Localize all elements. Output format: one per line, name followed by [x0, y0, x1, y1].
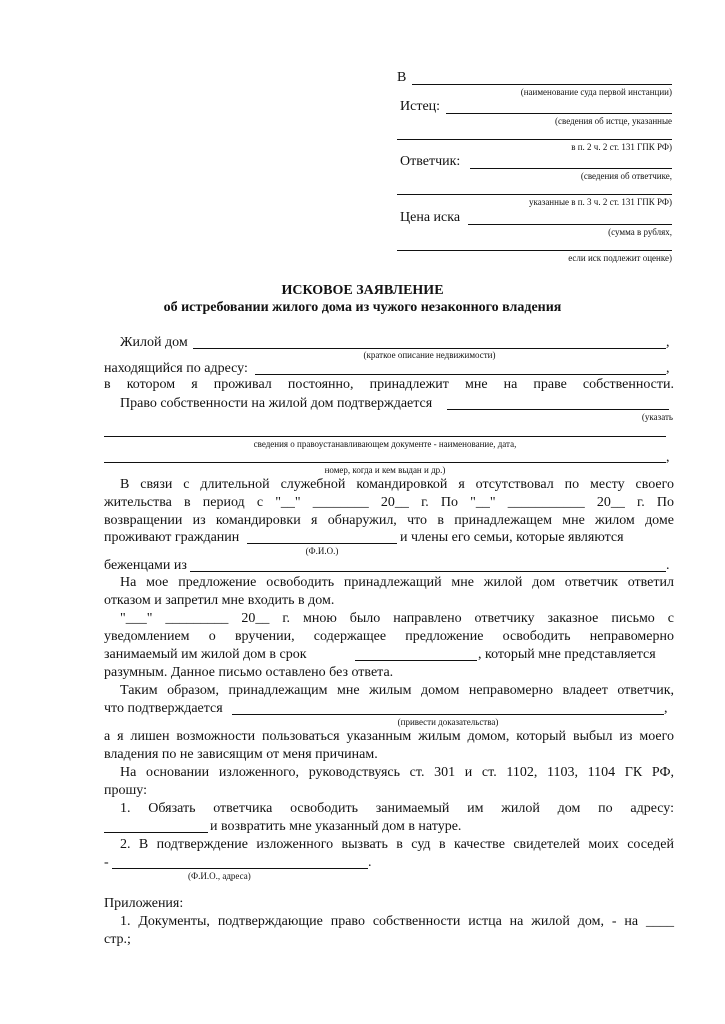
text-letter: "___" _________ 20__ г. мною было направлено ответчику заказное письмо с: [120, 611, 674, 626]
proof-hint: (указать: [641, 412, 673, 422]
text-refusal: отказом и запретил мне входить в дом.: [104, 593, 335, 608]
plaintiff-hint-1: (сведения об истце, указанные: [555, 116, 672, 126]
doc-hint-1: сведения о правоустанавливающем документе - наименование, дата,: [253, 439, 517, 449]
text-return: возвращении из командировки я обнаружил, что в принадлежащем мне жилом доме: [104, 513, 674, 528]
citizen-line: [247, 543, 397, 544]
plaintiff-line-2: [397, 139, 672, 140]
plaintiff-label: Истец:: [400, 99, 441, 114]
price-hint-2: если иск подлежит оценке): [568, 253, 672, 263]
doc-line-2: [104, 462, 666, 463]
text-refugees: беженцами из: [104, 558, 187, 573]
text-reasons: владения по не зависящим от меня причинам.: [104, 747, 378, 762]
text-address: находящийся по адресу:: [104, 361, 248, 376]
defendant-line-2: [397, 194, 672, 195]
plaintiff-hint-2: в п. 2 ч. 2 ст. 131 ГПК РФ): [571, 142, 672, 152]
refugees-line: [190, 571, 666, 572]
text-basis: На основании изложенного, руководствуясь ст. 301 и ст. 1102, 1103, 1104 ГК РФ,: [120, 765, 674, 780]
text-confirmed: что подтверждается: [104, 701, 223, 716]
document-subtitle: об истребовании жилого дома из чужого незаконного владения: [163, 300, 562, 315]
defendant-label: Ответчик:: [400, 154, 461, 169]
defendant-line: [470, 168, 672, 169]
text-item-1: 1. Обязать ответчика освободить занимаемый им жилой дом по адресу:: [120, 801, 674, 816]
punct: ,: [666, 450, 670, 465]
item1-address-line: [104, 832, 208, 833]
defendant-hint-1: (сведения об ответчике,: [580, 171, 672, 181]
punct: ,: [666, 361, 670, 376]
defendant-hint-2: указанные в п. 3 ч. 2 ст. 131 ГПК РФ): [529, 197, 672, 207]
text-house: Жилой дом: [120, 335, 188, 350]
text-offer: На мое предложение освободить принадлежащий мне жилой дом ответчик ответил: [120, 575, 674, 590]
text-noanswer: разумным. Данное письмо оставлено без ответа.: [104, 665, 394, 680]
proof-line: [447, 409, 669, 410]
text-notice: уведомлением о вручении, содержащее предложение освободить неправомерно: [104, 629, 674, 644]
text-deprived: а я лишен возможности пользоваться указанным жилым домом, который выбыл из моего: [104, 729, 674, 744]
court-hint: (наименование суда первой инстанции): [520, 87, 672, 97]
punct: ,: [666, 335, 670, 350]
document-title: ИСКОВОЕ ЗАЯВЛЕНИЕ: [281, 283, 444, 298]
text-return-house: и возвратить мне указанный дом в натуре.: [210, 819, 462, 834]
punct: .: [368, 855, 372, 870]
text-reasonable: , который мне представляется: [478, 647, 656, 662]
text-item-2: 2. В подтверждение изложенного вызвать в суд в качестве свидетелей моих соседей: [120, 837, 674, 852]
evidence-line: [232, 714, 664, 715]
price-line: [468, 224, 672, 225]
text-request: прошу:: [104, 783, 147, 798]
price-label: Цена иска: [400, 210, 461, 225]
house-line: [193, 348, 666, 349]
court-line: [412, 84, 672, 85]
punct: .: [666, 558, 670, 573]
citizen-hint: (Ф.И.О.): [305, 546, 339, 556]
witnesses-hint: (Ф.И.О., адреса): [188, 871, 251, 881]
appendix-item-1: 1. Документы, подтверждающие право собственности истца на жилой дом, - на ____: [120, 914, 674, 929]
doc-hint-2: номер, когда и кем выдан и др.): [324, 465, 446, 475]
text-term: занимаемый им жилой дом в срок: [104, 647, 307, 662]
text-period: жительства в период с "__" ________ 20__ г. По "__" ___________ 20__ г. По: [104, 495, 674, 510]
address-line: [255, 374, 666, 375]
punct: ,: [664, 701, 668, 716]
price-hint-1: (сумма в рублях,: [608, 227, 672, 237]
doc-line-1: [104, 436, 666, 437]
plaintiff-line: [446, 113, 672, 114]
text-ownership: в котором я проживал постоянно, принадлежит мне на праве собственности.: [104, 377, 674, 392]
witnesses-line: [112, 868, 368, 869]
evidence-hint: (привести доказательства): [397, 717, 499, 727]
text-thus: Таким образом, принадлежащим мне жилым домом неправомерно владеет ответчик,: [120, 683, 674, 698]
text-proof: Право собственности на жилой дом подтверждается: [120, 396, 433, 411]
house-hint: (краткое описание недвижимости): [363, 350, 496, 360]
appendix-item-1-end: стр.;: [104, 932, 131, 947]
text-trip: В связи с длительной служебной командировкой я отсутствовал по месту своего: [120, 477, 674, 492]
court-prefix: В: [397, 70, 407, 85]
text-family: и члены его семьи, которые являются: [400, 530, 624, 545]
punct: -: [104, 855, 109, 870]
price-line-2: [397, 250, 672, 251]
term-line: [355, 660, 477, 661]
appendix-title: Приложения:: [104, 896, 184, 911]
text-citizen: проживают гражданин: [104, 530, 240, 545]
